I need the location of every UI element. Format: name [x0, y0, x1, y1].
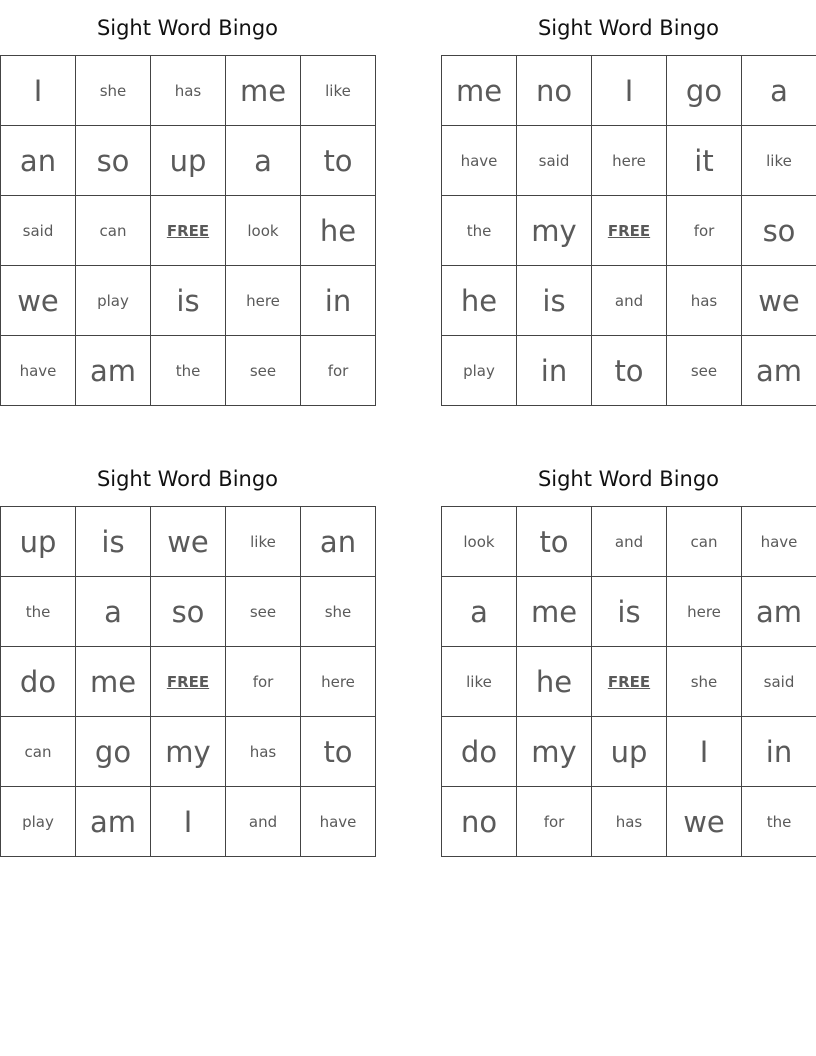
- bingo-cell: here: [667, 577, 742, 647]
- bingo-cell: can: [667, 507, 742, 577]
- bingo-cell: have: [442, 126, 517, 196]
- bingo-cell: an: [1, 126, 76, 196]
- bingo-cell: me: [226, 56, 301, 126]
- bingo-cell: said: [742, 647, 816, 717]
- bingo-cell: I: [592, 56, 667, 126]
- bingo-card-4: [441, 451, 816, 857]
- bingo-cell: like: [742, 126, 816, 196]
- free-space: FREE: [151, 196, 226, 266]
- card-title: Sight Word Bingo: [537, 467, 720, 491]
- bingo-cell: me: [442, 56, 517, 126]
- bingo-cell: has: [592, 787, 667, 857]
- bingo-cell: my: [517, 196, 592, 266]
- bingo-cell: here: [226, 266, 301, 336]
- bingo-cell: we: [742, 266, 816, 336]
- bingo-cell: me: [76, 647, 151, 717]
- bingo-cell: in: [742, 717, 816, 787]
- bingo-cell: the: [742, 787, 816, 857]
- bingo-row: [1, 787, 376, 857]
- bingo-cell: for: [301, 336, 376, 406]
- bingo-cell: to: [592, 336, 667, 406]
- bingo-cell: my: [151, 717, 226, 787]
- bingo-cell: do: [1, 647, 76, 717]
- bingo-cell: up: [592, 717, 667, 787]
- bingo-row: [1, 196, 376, 266]
- bingo-cell: no: [442, 787, 517, 857]
- bingo-cell: the: [151, 336, 226, 406]
- bingo-cell: play: [76, 266, 151, 336]
- bingo-cell: am: [742, 577, 816, 647]
- bingo-grid: [441, 506, 816, 857]
- bingo-row: [442, 577, 816, 647]
- bingo-cell: is: [517, 266, 592, 336]
- bingo-cell: here: [301, 647, 376, 717]
- bingo-cell: to: [517, 507, 592, 577]
- bingo-cell: for: [517, 787, 592, 857]
- bingo-cell: I: [667, 717, 742, 787]
- bingo-cell: so: [76, 126, 151, 196]
- bingo-cell: we: [1, 266, 76, 336]
- bingo-cell: is: [592, 577, 667, 647]
- bingo-cell: here: [592, 126, 667, 196]
- bingo-cell: an: [301, 507, 376, 577]
- bingo-row: [442, 787, 816, 857]
- bingo-card-2: [441, 0, 816, 406]
- bingo-cell: do: [442, 717, 517, 787]
- bingo-cell: have: [1, 336, 76, 406]
- bingo-cell: I: [1, 56, 76, 126]
- bingo-row: [442, 266, 816, 336]
- bingo-row: [1, 336, 376, 406]
- bingo-cell: has: [667, 266, 742, 336]
- bingo-cell: we: [151, 507, 226, 577]
- bingo-card-3: [0, 451, 375, 857]
- bingo-card-1: [0, 0, 375, 406]
- bingo-row: [442, 647, 816, 717]
- bingo-cell: is: [151, 266, 226, 336]
- bingo-grid: [441, 55, 816, 406]
- bingo-row: [442, 126, 816, 196]
- bingo-cell: to: [301, 126, 376, 196]
- bingo-cell: like: [301, 56, 376, 126]
- bingo-cell: has: [151, 56, 226, 126]
- bingo-row: [442, 717, 816, 787]
- bingo-cell: we: [667, 787, 742, 857]
- bingo-cell: am: [742, 336, 816, 406]
- bingo-row: [442, 336, 816, 406]
- bingo-row: [442, 196, 816, 266]
- bingo-cell: the: [442, 196, 517, 266]
- bingo-cell: up: [151, 126, 226, 196]
- bingo-cell: like: [226, 507, 301, 577]
- bingo-cell: and: [592, 507, 667, 577]
- bingo-cell: can: [76, 196, 151, 266]
- bingo-cell: he: [517, 647, 592, 717]
- bingo-cell: he: [442, 266, 517, 336]
- bingo-row: [1, 717, 376, 787]
- bingo-row: [1, 56, 376, 126]
- bingo-cell: said: [1, 196, 76, 266]
- bingo-row: [1, 577, 376, 647]
- bingo-cell: she: [301, 577, 376, 647]
- bingo-cell: it: [667, 126, 742, 196]
- bingo-cell: go: [667, 56, 742, 126]
- bingo-cell: the: [1, 577, 76, 647]
- bingo-cell: and: [226, 787, 301, 857]
- card-title: Sight Word Bingo: [96, 467, 279, 491]
- bingo-cell: me: [517, 577, 592, 647]
- bingo-cell: see: [226, 577, 301, 647]
- free-space: FREE: [592, 647, 667, 717]
- bingo-cell: she: [76, 56, 151, 126]
- bingo-cell: has: [226, 717, 301, 787]
- bingo-cell: see: [226, 336, 301, 406]
- bingo-cell: for: [226, 647, 301, 717]
- bingo-cell: a: [742, 56, 816, 126]
- bingo-cell: am: [76, 787, 151, 857]
- bingo-cell: for: [667, 196, 742, 266]
- bingo-cell: see: [667, 336, 742, 406]
- bingo-cell: he: [301, 196, 376, 266]
- bingo-cell: look: [442, 507, 517, 577]
- bingo-grid: [0, 506, 376, 857]
- bingo-grid: [0, 55, 376, 406]
- bingo-cell: is: [76, 507, 151, 577]
- bingo-row: [442, 56, 816, 126]
- bingo-cell: have: [742, 507, 816, 577]
- bingo-cell: said: [517, 126, 592, 196]
- bingo-cell: a: [226, 126, 301, 196]
- bingo-cell: she: [667, 647, 742, 717]
- card-title: Sight Word Bingo: [96, 16, 279, 40]
- bingo-cell: can: [1, 717, 76, 787]
- bingo-row: [1, 507, 376, 577]
- bingo-cell: have: [301, 787, 376, 857]
- free-space: FREE: [151, 647, 226, 717]
- bingo-cell: up: [1, 507, 76, 577]
- bingo-row: [1, 126, 376, 196]
- bingo-cell: like: [442, 647, 517, 717]
- bingo-cell: no: [517, 56, 592, 126]
- bingo-cell: play: [1, 787, 76, 857]
- free-space: FREE: [592, 196, 667, 266]
- bingo-cell: go: [76, 717, 151, 787]
- bingo-cell: I: [151, 787, 226, 857]
- bingo-cell: look: [226, 196, 301, 266]
- bingo-cell: play: [442, 336, 517, 406]
- bingo-cell: so: [151, 577, 226, 647]
- bingo-cell: am: [76, 336, 151, 406]
- bingo-cell: so: [742, 196, 816, 266]
- bingo-row: [442, 507, 816, 577]
- bingo-row: [1, 647, 376, 717]
- bingo-cell: my: [517, 717, 592, 787]
- bingo-cell: in: [517, 336, 592, 406]
- bingo-cell: to: [301, 717, 376, 787]
- bingo-cell: a: [76, 577, 151, 647]
- bingo-cell: in: [301, 266, 376, 336]
- card-title: Sight Word Bingo: [537, 16, 720, 40]
- bingo-row: [1, 266, 376, 336]
- bingo-cell: a: [442, 577, 517, 647]
- bingo-cell: and: [592, 266, 667, 336]
